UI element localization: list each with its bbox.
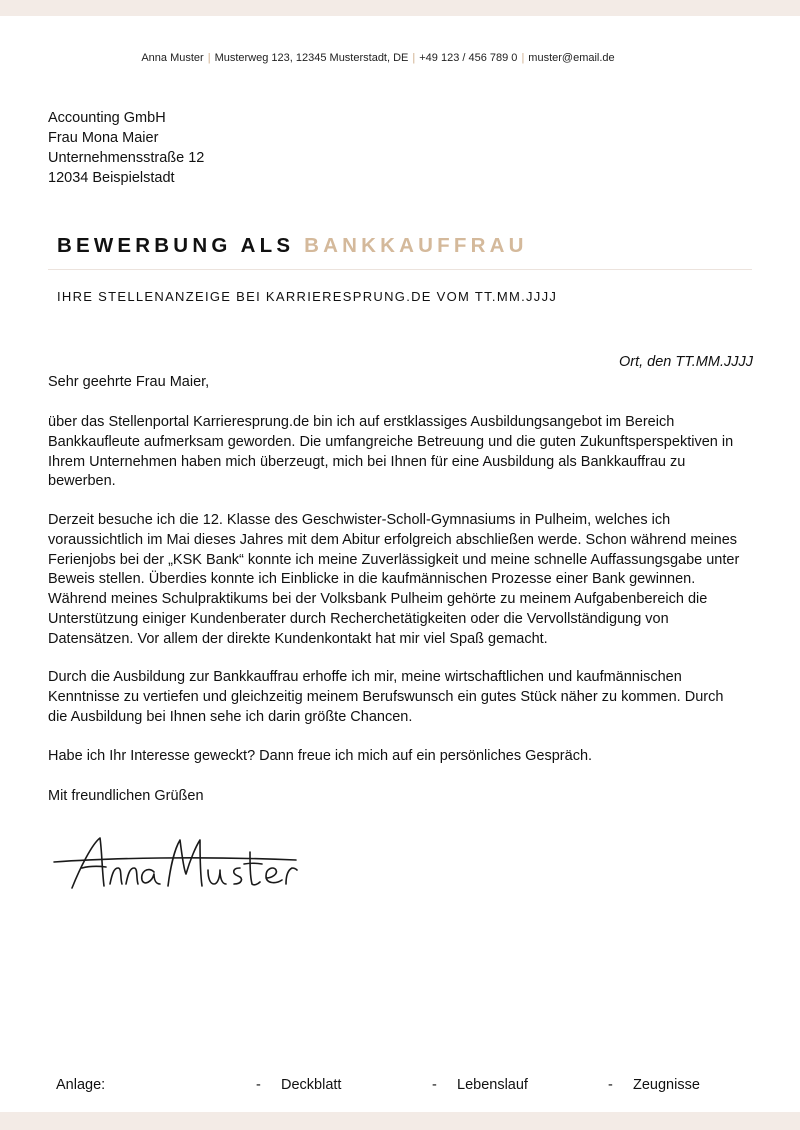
handwritten-signature [50, 828, 300, 898]
salutation-text: Sehr geehrte Frau Maier, [48, 374, 210, 390]
paragraph-1 [48, 413, 733, 492]
recipient-city: 12034 Beispielstadt [48, 170, 175, 186]
sender-address: Musterweg 123, 12345 Musterstadt, DE [214, 52, 409, 64]
text-line: Ferienjobs bei der „KSK Bank“ konnte ich meine Zuverlässigkeit und meine schnelle Auffassungsgabe unter [48, 551, 740, 568]
bottom-band [0, 1112, 800, 1130]
page-title [57, 234, 528, 258]
text-line: Beweis stellen. Überdies konnte ich Einblicke in die kaufmännischen Prozesse einer Bank gewinnen. [48, 571, 696, 588]
sender-phone: +49 123 / 456 789 0 [419, 52, 518, 64]
recipient-address [48, 108, 204, 188]
text-line: bewerben. [48, 473, 116, 490]
sender-email: muster@email.de [528, 52, 615, 64]
attachment-item: Zeugnisse [633, 1077, 700, 1093]
subject-line: IHRE STELLENANZEIGE BEI KARRIERESPRUNG.DE VOM TT.MM.JJJJ [57, 289, 558, 304]
text-line: Bankkaufleute aufmerksam geworden. Die umfangreiche Betreuung und die guten Zukunftsperspektiven in [48, 433, 734, 450]
attachments-label: Anlage: [56, 1077, 106, 1093]
text-line: voraussichtlich im Mai dieses Jahres mit dem Abitur erfolgreich abschließen werde. Schon während meines [48, 531, 738, 548]
title-accent: BANKKAUFFRAU [304, 234, 528, 257]
attachment-bullet: - [432, 1077, 437, 1093]
recipient-street: Unternehmensstraße 12 [48, 150, 205, 166]
text-line: Habe ich Ihr Interesse geweckt? Dann freue ich mich auf ein persönliches Gespräch. [48, 748, 593, 764]
attachment-bullet: - [256, 1077, 261, 1093]
text-line: Durch die Ausbildung zur Bankkauffrau erhoffe ich mir, meine wirtschaftlichen und kaufmännischen [48, 669, 682, 685]
recipient-company: Accounting GmbH [48, 110, 166, 126]
text-line: Derzeit besuche ich die 12. Klasse des Geschwister-Scholl-Gymnasiums in Pulheim, welches ich [48, 512, 671, 528]
sender-name: Anna Muster [141, 52, 204, 64]
place-date: Ort, den TT.MM.JJJJ [618, 354, 753, 370]
salutation [48, 373, 209, 393]
paragraph-3 [48, 668, 723, 727]
closing-text: Mit freundlichen Grüßen [48, 788, 204, 804]
title-prefix: BEWERBUNG ALS [57, 234, 295, 257]
text-line: Während meines Schulpraktikums bei der Volksbank Pulheim gehörte zu meinem Aufgabenbereich die [48, 591, 708, 608]
sender-contact-line [0, 52, 756, 64]
attachment-item: Deckblatt [281, 1077, 342, 1093]
title-divider [48, 269, 752, 270]
separator: | [412, 52, 416, 64]
recipient-contact: Frau Mona Maier [48, 130, 159, 146]
text-line: Datensätzen. Vor allem der direkte Kundenkontakt hat mir viel Spaß gemacht. [48, 630, 548, 647]
text-line: Ihrem Unternehmen haben mich überzeugt, mich bei Ihnen für eine Ausbildung als Bankkauffrau zu [48, 453, 686, 470]
paragraph-2 [48, 511, 739, 650]
attachment-bullet: - [608, 1077, 613, 1093]
paragraph-4 [48, 747, 592, 767]
text-line: die Ausbildung bei Ihnen sehe ich darin größte Chancen. [48, 708, 413, 725]
separator: | [207, 52, 211, 64]
closing [48, 787, 204, 807]
text-line: Unterstützung einiger Kundenberater durch Recherchetätigkeiten oder die Vervollständigung von [48, 610, 669, 627]
text-line: Kenntnisse zu vertiefen und gleichzeitig meinem Berufswunsch ein gutes Stück näher zu kommen. Durch [48, 688, 724, 705]
separator: | [521, 52, 525, 64]
attachment-item: Lebenslauf [457, 1077, 528, 1093]
top-band [0, 0, 800, 16]
text-line: über das Stellenportal Karrieresprung.de bin ich auf erstklassiges Ausbildungsangebot im Bereich [48, 414, 675, 430]
